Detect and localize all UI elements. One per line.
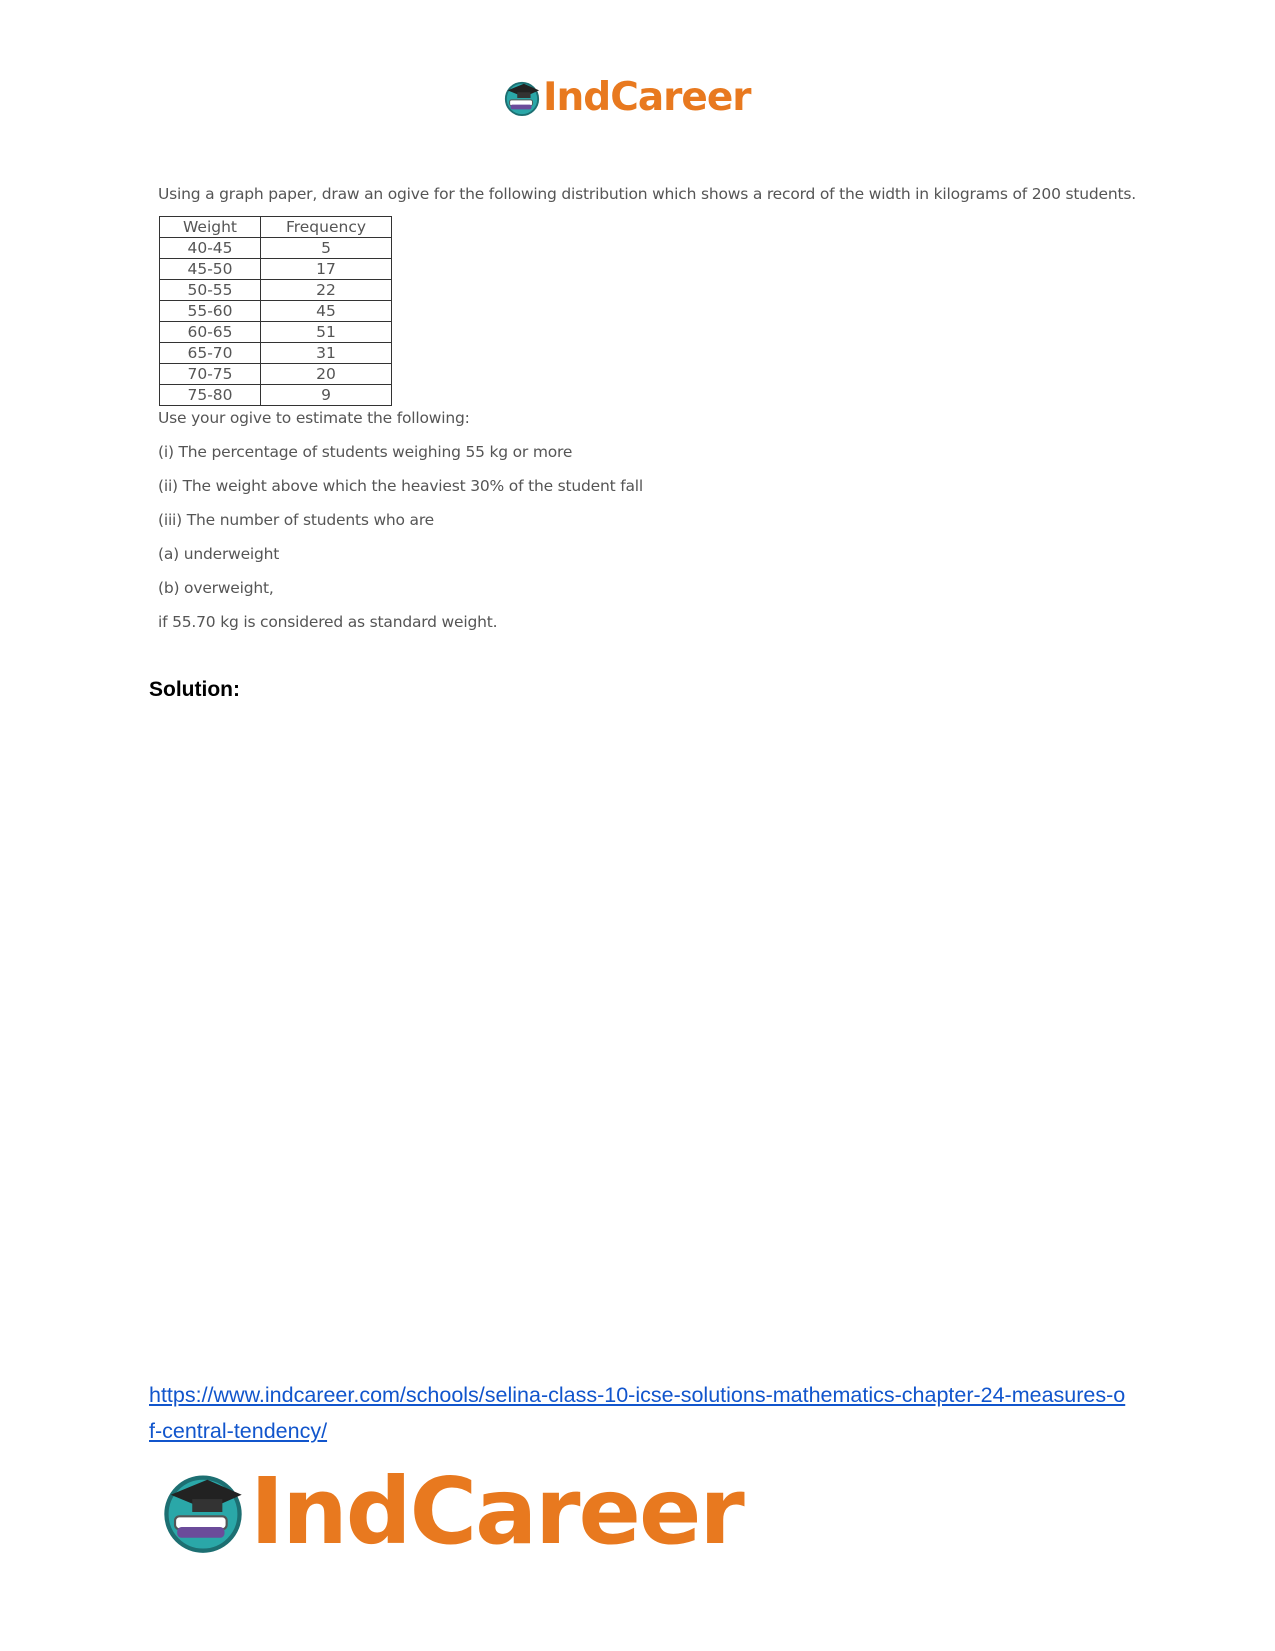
graduation-books-globe-icon xyxy=(160,1469,246,1555)
source-link[interactable]: https://www.indcareer.com/schools/selina-class-10-icse-solutions-mathematics-chapter-24-measures-of-central-tendency/ xyxy=(149,1383,1126,1443)
table-row xyxy=(160,301,392,322)
weight-cell: 40-45 xyxy=(160,238,261,259)
frequency-cell: 20 xyxy=(261,364,392,385)
table-row xyxy=(160,385,392,406)
frequency-cell: 45 xyxy=(261,301,392,322)
table-row xyxy=(160,280,392,301)
question-line: (b) overweight, xyxy=(158,579,274,597)
frequency-cell: 31 xyxy=(261,343,392,364)
column-header-weight: Weight xyxy=(160,217,261,238)
question-line: (ii) The weight above which the heaviest 30% of the student fall xyxy=(158,477,643,495)
table-row xyxy=(160,259,392,280)
table-row xyxy=(160,364,392,385)
question-line: (a) underweight xyxy=(158,545,280,563)
question-parts xyxy=(158,408,1158,646)
weight-cell: 75-80 xyxy=(160,385,261,406)
question-line: (iii) The number of students who are xyxy=(158,511,435,529)
logo-wordmark: IndCareer xyxy=(543,75,751,120)
question-block xyxy=(158,185,1158,646)
logo-wordmark: IndCareer xyxy=(250,1458,743,1565)
weight-cell: 55-60 xyxy=(160,301,261,322)
graduation-books-globe-icon xyxy=(503,79,541,117)
table-row xyxy=(160,238,392,259)
weight-cell: 60-65 xyxy=(160,322,261,343)
weight-cell: 70-75 xyxy=(160,364,261,385)
weight-cell: 65-70 xyxy=(160,343,261,364)
frequency-cell: 9 xyxy=(261,385,392,406)
question-line: (i) The percentage of students weighing 55 kg or more xyxy=(158,443,573,461)
frequency-cell: 51 xyxy=(261,322,392,343)
weight-cell: 50-55 xyxy=(160,280,261,301)
frequency-cell: 5 xyxy=(261,238,392,259)
question-line: Use your ogive to estimate the following: xyxy=(158,409,470,427)
frequency-cell: 22 xyxy=(261,280,392,301)
frequency-table xyxy=(159,216,392,406)
table-row xyxy=(160,343,392,364)
weight-cell: 45-50 xyxy=(160,259,261,280)
table-row xyxy=(160,322,392,343)
frequency-cell: 17 xyxy=(261,259,392,280)
solution-heading: Solution: xyxy=(149,678,240,701)
question-line: if 55.70 kg is considered as standard weight. xyxy=(158,613,498,631)
question-intro: Using a graph paper, draw an ogive for the following distribution which shows a record of the width in kilograms of 200 students. xyxy=(158,185,1136,203)
table-header-row xyxy=(160,217,392,238)
header-logo xyxy=(503,75,751,120)
footer-logo xyxy=(160,1458,743,1565)
column-header-frequency: Frequency xyxy=(261,217,392,238)
